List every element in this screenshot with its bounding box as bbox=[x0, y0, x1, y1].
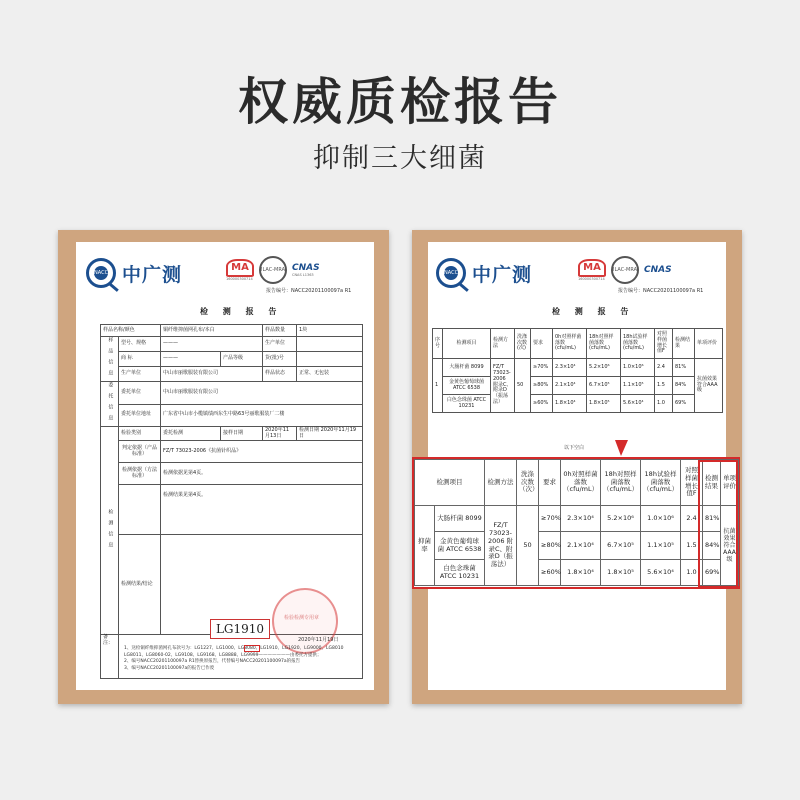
table-cell: 1.5 bbox=[655, 377, 673, 395]
group-label: 样品信息 bbox=[101, 337, 119, 382]
zoom-cell: 大肠杆菌 8099 bbox=[435, 506, 485, 532]
table-cell: 2.3×10⁴ bbox=[553, 359, 587, 377]
cnas-cert-code: CNAS L1363 bbox=[292, 273, 314, 277]
page-title: 权威质检报告 bbox=[238, 73, 562, 131]
table-header: 18h试验样菌落数(cfu/mL) bbox=[621, 329, 655, 359]
cell-label: 生产单位 bbox=[263, 337, 297, 352]
cell-label: 样品名称/颜色 bbox=[101, 325, 161, 337]
zoom-cell: 白色念珠菌 ATCC 10231 bbox=[435, 560, 485, 586]
empty-below-label: 以下空白 bbox=[564, 445, 585, 451]
ma-cert-icon: MA bbox=[226, 259, 254, 277]
zoom-cell: ≥80% bbox=[539, 532, 561, 560]
cell-label: 检测依据（方法标准） bbox=[119, 463, 161, 485]
table-cell: 2.1×10⁴ bbox=[553, 377, 587, 395]
table-cell: 抗菌效果符合AAA级 bbox=[695, 359, 723, 413]
cell-value: 中山市丽歌服装有限公司 bbox=[161, 367, 263, 382]
table-cell: 5.6×10⁴ bbox=[621, 395, 655, 413]
table-cell: 1.0×10⁶ bbox=[621, 359, 655, 377]
table-cell: 1.0 bbox=[655, 395, 673, 413]
cell-value: 检测依据见第4页。 bbox=[161, 463, 363, 485]
table-cell: 69% bbox=[673, 395, 695, 413]
stamp-text: 检验检测专用章 bbox=[284, 615, 320, 621]
table-cell: 2.4 bbox=[655, 359, 673, 377]
cell-label: 商 标 bbox=[119, 352, 161, 367]
table-cell: 81% bbox=[673, 359, 695, 377]
table-header: 检测项目 bbox=[443, 329, 491, 359]
cell-value: 广东省中山市小榄镇绩西东生中路63号丽歌服装厂二楼 bbox=[161, 404, 363, 427]
zoom-cell: 1.0×10⁶ bbox=[641, 506, 681, 532]
table-cell: 6.7×10⁵ bbox=[587, 377, 621, 395]
table-header: 对照样菌增长值F bbox=[655, 329, 673, 359]
report-title: 检 测 报 告 bbox=[552, 307, 635, 316]
stamp-date: 2020年11月19日 bbox=[298, 637, 339, 643]
ma-cert-icon: MA bbox=[578, 259, 606, 277]
cell-label: 检测日期 bbox=[299, 426, 320, 433]
zoom-cell: 2.4 bbox=[681, 506, 703, 532]
table-header: 洗涤次数(次) bbox=[515, 329, 531, 359]
ma-cert-code: 160000300714 bbox=[226, 277, 253, 281]
zoom-cell: 金黄色葡萄球菌 ATCC 6538 bbox=[435, 532, 485, 560]
cell-value: 中山市丽歌服装有限公司 bbox=[161, 382, 363, 405]
zoom-cell: 5.6×10⁴ bbox=[641, 560, 681, 586]
notes-label: 备注： bbox=[101, 635, 119, 679]
table-header: 单项评价 bbox=[695, 329, 723, 359]
table-cell: 84% bbox=[673, 377, 695, 395]
zoom-cell: 1.1×10⁵ bbox=[641, 532, 681, 560]
zoom-cell: 5.2×10⁶ bbox=[601, 506, 641, 532]
zoom-cell: 1.8×10⁵ bbox=[601, 560, 641, 586]
table-cell: 大肠杆菌 8099 bbox=[443, 359, 491, 377]
cell-label: 委托单位地址 bbox=[119, 404, 161, 427]
zoom-cell: 抗菌效果符合AAA级 bbox=[721, 506, 739, 586]
cell-value: ——— bbox=[161, 337, 263, 352]
cell-label: 样品状态 bbox=[263, 367, 297, 382]
table-cell: 1.8×10⁵ bbox=[587, 395, 621, 413]
zoom-header: 0h对照样菌落数（cfu/mL） bbox=[561, 460, 601, 506]
zoom-header: 对照样菌增长值F bbox=[681, 460, 703, 506]
table-cell: 1.8×10⁴ bbox=[553, 395, 587, 413]
zoom-cell: 69% bbox=[703, 560, 721, 586]
zoom-cell: ≥60% bbox=[539, 560, 561, 586]
table-header: 检测方法 bbox=[491, 329, 515, 359]
result-column-highlight bbox=[698, 460, 738, 588]
cell-value: 正常、无包装 bbox=[297, 367, 363, 382]
table-cell: 5.2×10⁶ bbox=[587, 359, 621, 377]
table-header: 要求 bbox=[531, 329, 553, 359]
zoom-header: 检测结果 bbox=[703, 460, 721, 506]
lg1910-highlight bbox=[244, 645, 260, 652]
zoom-cell: 1.0 bbox=[681, 560, 703, 586]
logo-text: 中广测 bbox=[472, 263, 533, 286]
left-logo bbox=[86, 258, 182, 288]
cell-value: 2020年11月13日 bbox=[263, 427, 297, 441]
zoom-header: 18h试验样菌落数（cfu/mL） bbox=[641, 460, 681, 506]
zoom-cell: 50 bbox=[517, 506, 539, 586]
zoom-cell: 2.3×10⁴ bbox=[561, 506, 601, 532]
table-cell: 1.1×10⁵ bbox=[621, 377, 655, 395]
table-cell: ≥70% bbox=[531, 359, 553, 377]
table-cell: 1 bbox=[433, 359, 443, 413]
zoom-cell: 81% bbox=[703, 506, 721, 532]
zoom-header: 洗涤次数（次） bbox=[517, 460, 539, 506]
zoom-cell: 1.5 bbox=[681, 532, 703, 560]
right-results-table bbox=[432, 328, 723, 413]
cell-label: 检验类别 bbox=[119, 427, 161, 441]
table-cell: ≥80% bbox=[531, 377, 553, 395]
zoom-header: 单项评价 bbox=[721, 460, 739, 506]
cell-label: 生产单位 bbox=[119, 367, 161, 382]
zoom-results-table bbox=[414, 459, 739, 586]
table-cell: FZ/T 73023-2006 附录C、附录D（振荡法） bbox=[491, 359, 515, 413]
right-logo bbox=[436, 258, 532, 288]
cnas-cert-icon: CNAS bbox=[292, 263, 320, 273]
table-header: 序号 bbox=[433, 329, 443, 359]
cell-label: 型号、规格 bbox=[119, 337, 161, 352]
lg-model-label: LG1910 bbox=[210, 619, 270, 639]
table-cell: 白色念珠菌 ATCC 10231 bbox=[443, 395, 491, 413]
zoom-cell: FZ/T 73023-2006 附录C、附录D（振荡法） bbox=[485, 506, 517, 586]
zoom-cell: 1.8×10⁴ bbox=[561, 560, 601, 586]
zoom-cell: 6.7×10⁵ bbox=[601, 532, 641, 560]
zoom-header: 18h对照样菌落数（cfu/mL） bbox=[601, 460, 641, 506]
magnifier-logo-icon: NACC bbox=[436, 258, 466, 288]
cell-label: 接样日期 bbox=[221, 427, 263, 441]
cell-value: 1块 bbox=[297, 325, 363, 337]
table-header: 检测结果 bbox=[673, 329, 695, 359]
report-title: 检 测 报 告 bbox=[200, 307, 283, 316]
cell-label: 产品等级 bbox=[221, 352, 263, 367]
magnifier-logo-icon: NACC bbox=[86, 258, 116, 288]
table-cell: 金黄色葡萄球菌 ATCC 6538 bbox=[443, 377, 491, 395]
cell-label: 货(批)号 bbox=[263, 352, 297, 367]
ilac-mra-icon: ILAC-MRA bbox=[611, 256, 639, 284]
cert-logos bbox=[226, 256, 320, 284]
report-number: 报告编号：NACC20201100097a R1 bbox=[266, 288, 352, 294]
page-subtitle: 抑制三大细菌 bbox=[313, 143, 487, 174]
table-cell: 50 bbox=[515, 359, 531, 413]
notes-list: 1、送检铜纤维抑菌网孔布款号为：LG1227、LG1000、LG8080、LG1910、LG1920、LG9000、LG8010 LG8011、LG8060-02、LG9108、LG9168、LG8888、LG9999———————由委托方提供； 2、编号NACC20201100097a R1替换原报告，代替编号NACC20201100097a的报告 3、编号NACC20201100097a的报告已作废 bbox=[124, 646, 344, 671]
left-report-paper bbox=[76, 242, 374, 690]
cell-value: 铜纤维抑菌网孔布/本白 bbox=[161, 325, 263, 337]
zoom-cell: 2.1×10⁴ bbox=[561, 532, 601, 560]
cell-label: 判定依据（产品标准） bbox=[119, 441, 161, 463]
zoom-header: 要求 bbox=[539, 460, 561, 506]
zoom-header: 检测项目 bbox=[415, 460, 485, 506]
cell-value: FZ/T 73023-2006《抗菌针织品》 bbox=[161, 441, 363, 463]
cell-value: ——— bbox=[161, 352, 221, 367]
cell-label: 样品数量 bbox=[263, 325, 297, 337]
cell-label: 检测结果/结论 bbox=[119, 535, 161, 635]
left-report-frame bbox=[58, 230, 389, 704]
cell-label: 委托单位 bbox=[119, 382, 161, 405]
table-header: 0h对照样菌落数(cfu/mL) bbox=[553, 329, 587, 359]
ilac-mra-icon: ILAC-MRA bbox=[259, 256, 287, 284]
zoom-group-label: 抑菌率 bbox=[415, 506, 435, 586]
report-number: 报告编号：NACC20201100097a R1 bbox=[618, 288, 704, 294]
cell-value bbox=[297, 352, 363, 367]
cell-value: 2020年11月19日 bbox=[299, 426, 357, 439]
zoom-cell: ≥70% bbox=[539, 506, 561, 532]
cell-value: 检测结果见第4页。 bbox=[161, 485, 363, 535]
zoom-header: 检测方法 bbox=[485, 460, 517, 506]
ma-cert-code: 160000300714 bbox=[578, 277, 605, 281]
table-cell: ≥60% bbox=[531, 395, 553, 413]
cnas-cert-icon: CNAS bbox=[644, 265, 672, 275]
group-label: 委托信息 bbox=[101, 382, 119, 427]
cell-value bbox=[297, 337, 363, 352]
zoom-cell: 84% bbox=[703, 532, 721, 560]
cell-value: 委托检测 bbox=[161, 427, 221, 441]
logo-text: 中广测 bbox=[122, 263, 183, 286]
table-header: 18h对照样菌落数(cfu/mL) bbox=[587, 329, 621, 359]
cert-logos bbox=[578, 256, 672, 284]
group-label: 检测信息 bbox=[101, 427, 119, 635]
